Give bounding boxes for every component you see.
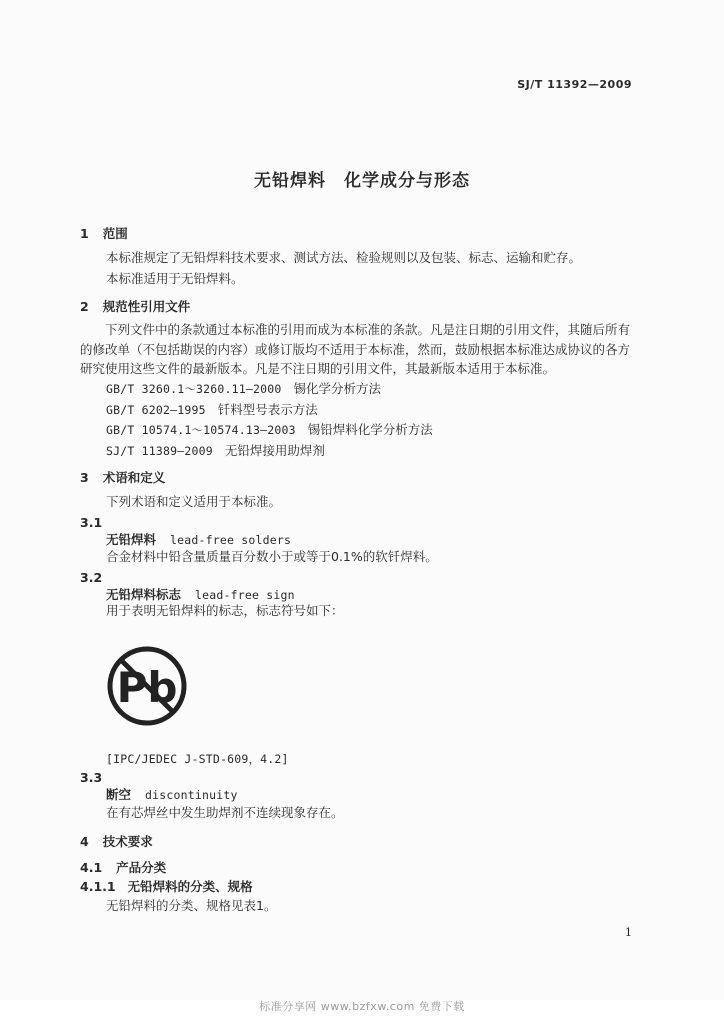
term-3-1-cn: 无铅焊料 (106, 532, 157, 547)
section-4-number: 4 (80, 834, 89, 849)
term-3-2-cn: 无铅焊料标志 (106, 587, 182, 602)
section-3-intro: 下列术语和定义适用于本标准。 (106, 494, 282, 509)
section-1-title: 范围 (102, 226, 128, 241)
section-4-1-1-heading (80, 879, 253, 895)
document-id: SJ/T 11392—2009 (517, 78, 632, 91)
section-4-heading (80, 834, 153, 850)
reference-item (106, 443, 325, 459)
section-4-title: 技术要求 (102, 834, 153, 849)
logo-text: Pb (116, 663, 178, 712)
section-2-paragraph: 下列文件中的条款通过本标准的引用而成为本标准的条款。凡是注日期的引用文件，其随后所有的修改单（不包括勘误的内容）或修订版均不适用于本标准，然而，鼓励根据本标准达成协议的各方研究使用这些文件的最新版本。凡是不注日期的引用文件，其最新版本适用于本标准。 (80, 322, 631, 376)
reference-code: GB/T 10574.1～10574.13—2003 (106, 423, 296, 437)
reference-code: GB/T 3260.1～3260.11—2000 (106, 382, 282, 396)
section-4-1-1-number: 4.1.1 (80, 879, 116, 894)
reference-item (106, 422, 433, 438)
section-4-1-title: 产品分类 (116, 860, 167, 875)
term-3-1-name (106, 532, 291, 548)
document-title: 无铅焊料 化学成分与形态 (254, 171, 470, 191)
term-3-2-name (106, 587, 295, 603)
reference-code: SJ/T 11389—2009 (106, 444, 213, 458)
term-3-1-definition: 合金材料中铅含量质量百分数小于或等于0.1%的软钎焊料。 (106, 549, 438, 564)
section-1-paragraph-1: 本标准规定了无铅焊料技术要求、测试方法、检验规则以及包装、标志、运输和贮存。 (106, 250, 582, 265)
reference-name: 钎料型号表示方法 (217, 402, 318, 417)
section-2-heading (80, 299, 190, 315)
section-4-1-1-title: 无铅焊料的分类、规格 (127, 879, 253, 894)
term-3-3-definition: 在有芯焊丝中发生助焊剂不连续现象存在。 (106, 805, 344, 820)
page-number: 1 (625, 926, 632, 939)
term-3-1-en: lead-free solders (170, 533, 292, 547)
reference-item (106, 381, 381, 397)
term-3-1-number: 3.1 (80, 515, 103, 530)
section-4-1-heading (80, 860, 166, 876)
reference-name: 锡铅焊料化学分析方法 (307, 422, 433, 437)
section-1-heading (80, 226, 128, 242)
section-3-title: 术语和定义 (102, 470, 166, 485)
section-3-heading (80, 470, 165, 486)
term-3-3-en: discontinuity (145, 788, 238, 802)
section-1-paragraph-2: 本标准适用于无铅焊料。 (106, 271, 244, 286)
section-4-1-number: 4.1 (80, 860, 103, 875)
section-2-title: 规范性引用文件 (102, 299, 191, 314)
reference-name: 无铅焊接用助焊剂 (224, 443, 325, 458)
term-3-2-definition: 用于表明无铅焊料的标志，标志符号如下： (106, 603, 344, 618)
term-3-2-en: lead-free sign (195, 588, 295, 602)
lead-free-logo (104, 636, 192, 736)
section-3-number: 3 (80, 470, 89, 485)
section-1-number: 1 (80, 226, 89, 241)
term-3-3-name (106, 787, 238, 803)
reference-code: GB/T 6202—1995 (106, 403, 206, 417)
term-3-3-cn: 断空 (106, 787, 132, 802)
reference-name: 锡化学分析方法 (293, 381, 382, 396)
reference-item (106, 402, 318, 418)
site-footer: 标准分享网 www.bzfxw.com 免费下载 (259, 1000, 465, 1013)
term-3-3-number: 3.3 (80, 770, 103, 785)
term-3-2-number: 3.2 (80, 570, 103, 585)
term-3-2-source: [IPC/JEDEC J-STD-609，4.2] (106, 752, 289, 766)
section-2-number: 2 (80, 299, 89, 314)
section-4-1-1-text: 无铅焊料的分类、规格见表1。 (106, 898, 277, 913)
